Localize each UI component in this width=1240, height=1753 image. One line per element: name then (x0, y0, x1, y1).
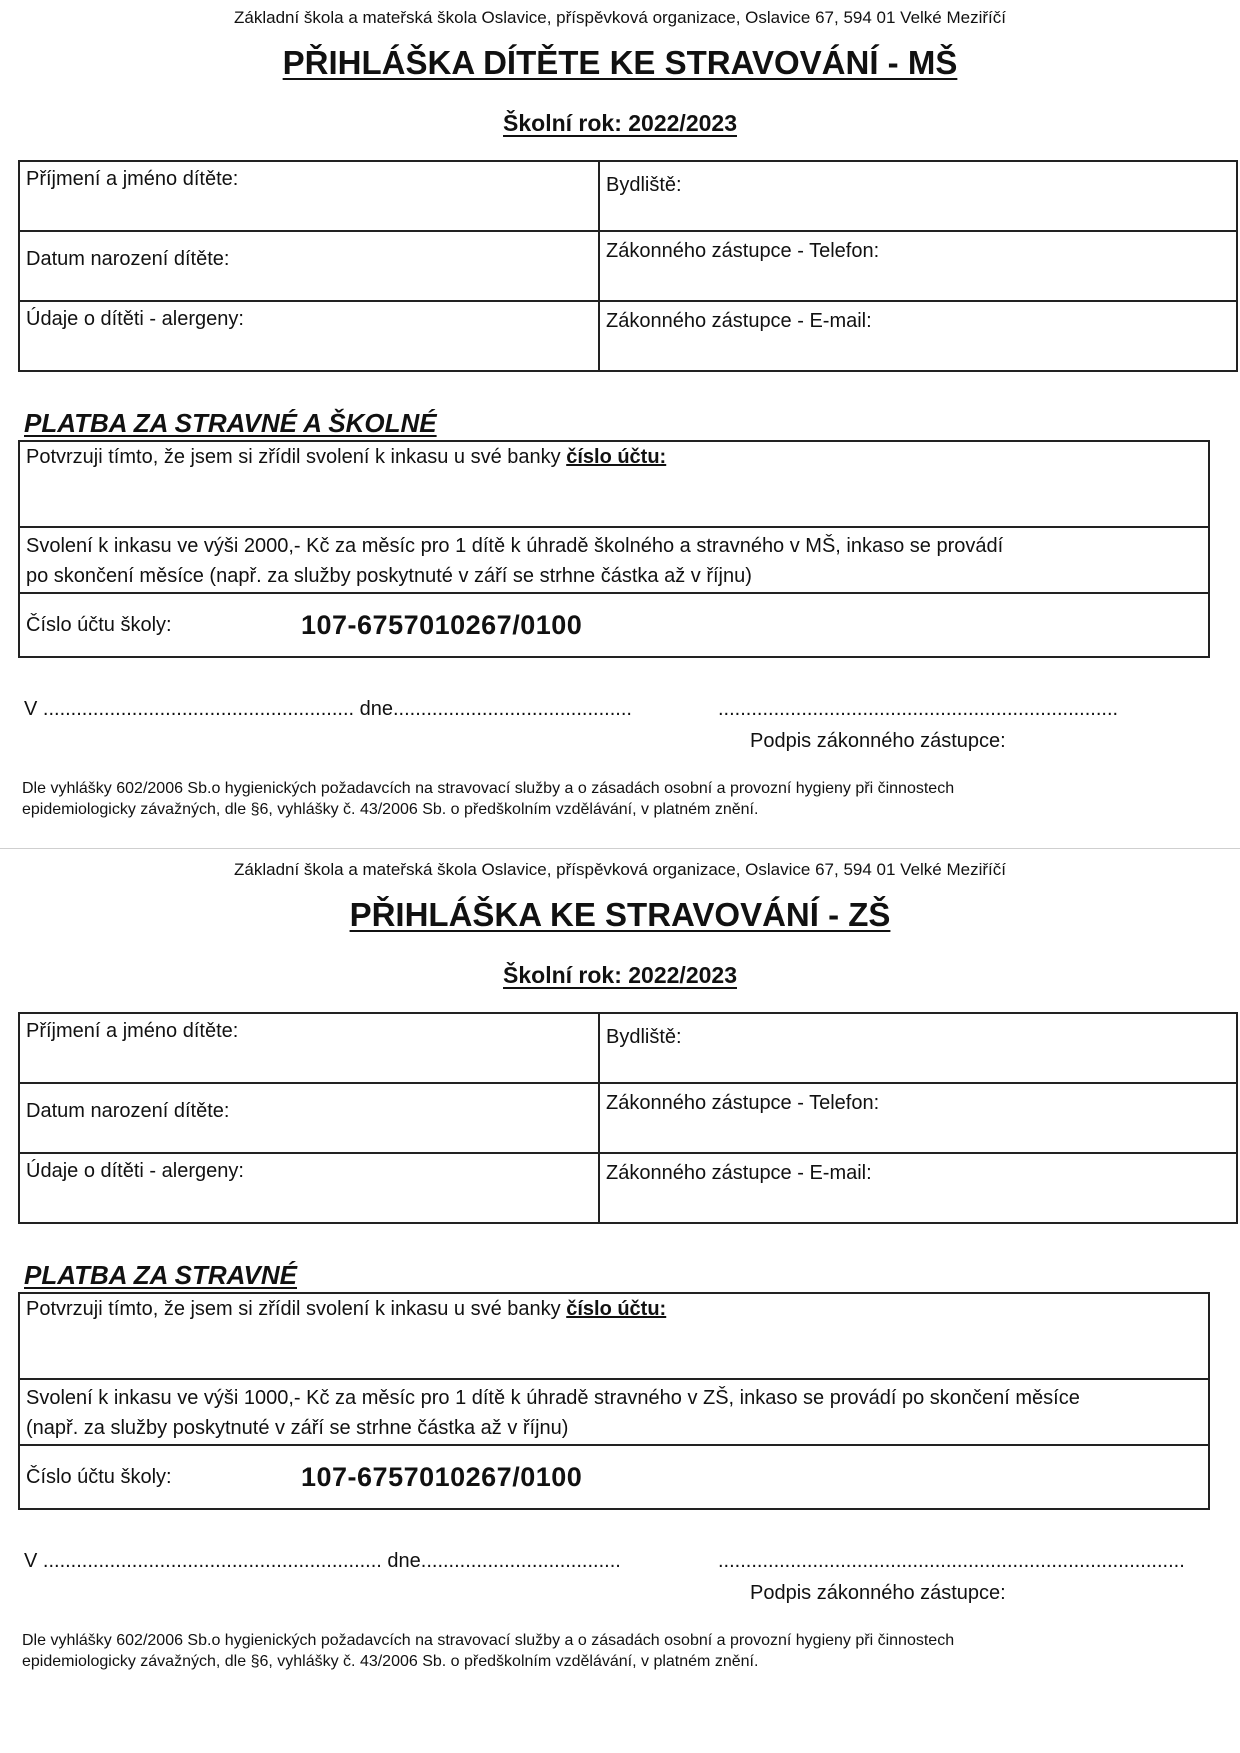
legal-note-line-2: epidemiologicky závažných, dle §6, vyhlášky č. 43/2006 Sb. o předškolním vzdělávání, v platném znění. (22, 801, 759, 818)
consent-text: Potvrzuji tímto, že jsem si zřídil svolení k inkasu u své banky (26, 446, 567, 468)
form-title (0, 896, 1240, 934)
form-separator (0, 848, 1240, 849)
guardian-phone-label: Zákonného zástupce - Telefon: (606, 240, 880, 262)
legal-note (22, 1630, 1202, 1672)
signature-line[interactable]: ........................................................................ (718, 698, 1119, 720)
school-account-row (20, 1446, 1208, 1508)
collection-text-line-1: Svolení k inkasu ve výši 2000,- Kč za měsíc pro 1 dítě k úhradě školného a stravného v MŠ, inkaso se provádí (26, 535, 1004, 557)
school-account-label: Číslo účtu školy: (26, 613, 172, 636)
child-info-table (18, 160, 1238, 372)
allergens-label: Údaje o dítěti - alergeny: (26, 308, 244, 330)
signature-line[interactable]: .................................................................................... (718, 1550, 1185, 1572)
school-year (0, 110, 1240, 137)
child-name-field[interactable] (19, 1013, 599, 1083)
collection-info (20, 528, 1208, 594)
payment-box (18, 440, 1210, 658)
legal-note-line-1: Dle vyhlášky 602/2006 Sb.o hygienických požadavcích na stravovací služby a o zásadách osobní a provozní hygieny při činnostech (22, 780, 955, 797)
collection-info (20, 1380, 1208, 1446)
child-name-field[interactable] (19, 161, 599, 231)
child-name-label: Příjmení a jméno dítěte: (26, 168, 239, 190)
signature-label: Podpis zákonného zástupce: (750, 1582, 1006, 1604)
child-name-label: Příjmení a jméno dítěte: (26, 1020, 239, 1042)
residence-label: Bydliště: (606, 1026, 682, 1048)
residence-label: Bydliště: (606, 174, 682, 196)
collection-text-line-2: (např. za služby poskytnuté v září se strhne částka až v říjnu) (26, 1417, 569, 1439)
birth-date-field[interactable] (19, 231, 599, 301)
school-header: Základní škola a mateřská škola Oslavice, příspěvková organizace, Oslavice 67, 594 01 Velké Meziříčí (234, 8, 1006, 27)
consent-account-label: číslo účtu: (566, 446, 667, 468)
school-year (0, 962, 1240, 989)
bank-account-field[interactable] (20, 1294, 1208, 1380)
collection-text-line-2: po skončení měsíce (např. za služby poskytnuté v září se strhne částka až v říjnu) (26, 565, 752, 587)
form-title-text: PŘIHLÁŠKA KE STRAVOVÁNÍ - ZŠ (349, 896, 891, 933)
school-account-number: 107-6757010267/0100 (301, 1461, 583, 1492)
allergens-field[interactable] (19, 1153, 599, 1223)
allergens-field[interactable] (19, 301, 599, 371)
allergens-label: Údaje o dítěti - alergeny: (26, 1160, 244, 1182)
legal-note-line-1: Dle vyhlášky 602/2006 Sb.o hygienických požadavcích na stravovací služby a o zásadách osobní a provozní hygieny při činnostech (22, 1632, 955, 1649)
place-date-line[interactable]: V ........................................................ dne........................................... (24, 698, 632, 720)
guardian-email-label: Zákonného zástupce - E-mail: (606, 310, 872, 332)
place-date-line[interactable]: V ............................................................. dne.................................... (24, 1550, 621, 1572)
payment-heading (24, 1260, 297, 1291)
consent-account-label: číslo účtu: (566, 1298, 667, 1320)
guardian-email-label: Zákonného zástupce - E-mail: (606, 1162, 872, 1184)
guardian-phone-label: Zákonného zástupce - Telefon: (606, 1092, 880, 1114)
residence-field[interactable] (599, 161, 1237, 231)
school-account-number: 107-6757010267/0100 (301, 609, 583, 640)
school-account-label: Číslo účtu školy: (26, 1465, 172, 1488)
birth-date-label: Datum narození dítěte: (26, 248, 230, 270)
guardian-phone-field[interactable] (599, 1083, 1237, 1153)
guardian-phone-field[interactable] (599, 231, 1237, 301)
collection-text-line-1: Svolení k inkasu ve výši 1000,- Kč za měsíc pro 1 dítě k úhradě stravného v ZŠ, inkaso se provádí po skončení měsíce (26, 1387, 1080, 1409)
signature-label: Podpis zákonného zástupce: (750, 730, 1006, 752)
legal-note (22, 778, 1202, 820)
child-info-table (18, 1012, 1238, 1224)
school-year-text: Školní rok: 2022/2023 (503, 110, 737, 136)
payment-heading (24, 408, 437, 439)
payment-box (18, 1292, 1210, 1510)
payment-heading-text: PLATBA ZA STRAVNÉ A ŠKOLNÉ (24, 408, 437, 438)
school-header: Základní škola a mateřská škola Oslavice, příspěvková organizace, Oslavice 67, 594 01 Velké Meziříčí (234, 860, 1006, 879)
school-account-row (20, 594, 1208, 656)
birth-date-field[interactable] (19, 1083, 599, 1153)
guardian-email-field[interactable] (599, 301, 1237, 371)
residence-field[interactable] (599, 1013, 1237, 1083)
bank-account-field[interactable] (20, 442, 1208, 528)
form-title-text: PŘIHLÁŠKA DÍTĚTE KE STRAVOVÁNÍ - MŠ (282, 44, 958, 81)
birth-date-label: Datum narození dítěte: (26, 1100, 230, 1122)
consent-text: Potvrzuji tímto, že jsem si zřídil svolení k inkasu u své banky (26, 1298, 567, 1320)
payment-heading-text: PLATBA ZA STRAVNÉ (24, 1260, 297, 1290)
guardian-email-field[interactable] (599, 1153, 1237, 1223)
school-year-text: Školní rok: 2022/2023 (503, 962, 737, 988)
legal-note-line-2: epidemiologicky závažných, dle §6, vyhlášky č. 43/2006 Sb. o předškolním vzdělávání, v platném znění. (22, 1653, 759, 1670)
form-title (0, 44, 1240, 82)
